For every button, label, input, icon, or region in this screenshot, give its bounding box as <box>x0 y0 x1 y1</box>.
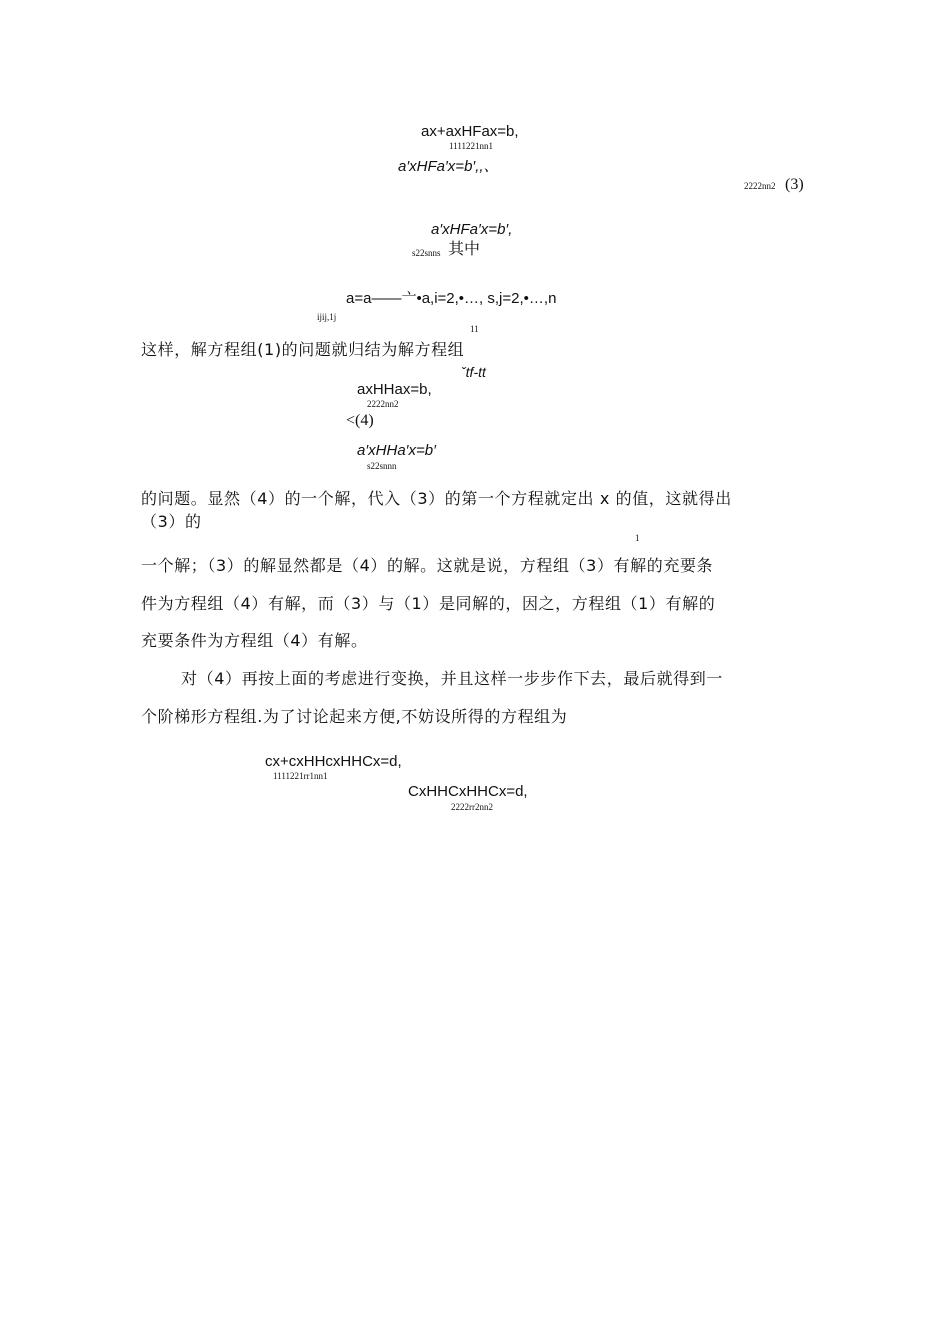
staircase-equation-2: CxHHCxHHCx=d, <box>408 783 528 800</box>
equation-number-3: (3) <box>785 176 804 193</box>
system3-equation-2: a′xHFa′x=b′,,、 <box>398 158 499 175</box>
coefficient-definition-formula: a=a——亠•a,i=2,•…, s,j=2,•…,n <box>346 290 557 307</box>
paragraph-solution-line-4: 件为方程组（4）有解，而（3）与（1）是同解的，因之，方程组（1）有解的 <box>141 594 716 613</box>
paragraph-solution-line-1: 的问题。显然（4）的一个解，代入（3）的第一个方程就定出 x 的值，这就得出 <box>141 489 732 508</box>
system4-equation-2: a′xHHa′x=b′ <box>357 442 436 459</box>
x-subscript-1: 1 <box>635 533 640 543</box>
where-label: 其中 <box>448 239 481 258</box>
system3-equation-1: ax+axHFax=b, <box>421 123 519 140</box>
system3-equation-2-subscripts: 2222nn2 <box>744 181 776 191</box>
system4-equation-1-subscripts: 2222nn2 <box>367 399 399 409</box>
staircase-equation-1: cx+cxHHcxHHCx=d, <box>265 753 402 770</box>
staircase-equation-2-subscripts: 2222rr2nn2 <box>451 802 493 812</box>
equation-number-4: <(4) <box>346 412 374 429</box>
paragraph-reduce-to-system: 这样，解方程组(1)的问题就归结为解方程组 <box>141 340 465 359</box>
coefficient-definition-subscripts: ijij,1j <box>317 312 337 322</box>
paragraph-transform-line-1: 对（4）再按上面的考虑进行变换，并且这样一步步作下去，最后就得到一 <box>181 669 723 688</box>
system4-equation-2-subscripts: s22snnn <box>367 461 397 471</box>
system4-equation-1: axHHax=b, <box>357 381 432 398</box>
paragraph-solution-line-2: （3）的 <box>141 512 202 531</box>
coefficient-definition-denominator-subscript: 11 <box>470 324 479 334</box>
staircase-equation-1-subscripts: 1111221rr1nn1 <box>273 771 328 781</box>
paragraph-solution-line-5: 充要条件为方程组（4）有解。 <box>141 631 368 650</box>
paragraph-solution-line-3: 一个解；（3）的解显然都是（4）的解。这就是说，方程组（3）有解的充要条 <box>141 556 714 575</box>
system3-equation-1-subscripts: 1111221nn1 <box>449 141 493 151</box>
paragraph-transform-line-2: 个阶梯形方程组.为了讨论起来方便,不妨设所得的方程组为 <box>141 707 568 726</box>
system3-equation-3: a′xHFa′x=b′, <box>431 221 513 238</box>
stray-mark: ˇtf-tt <box>461 364 486 380</box>
system3-equation-3-subscripts: s22snns <box>412 248 441 258</box>
